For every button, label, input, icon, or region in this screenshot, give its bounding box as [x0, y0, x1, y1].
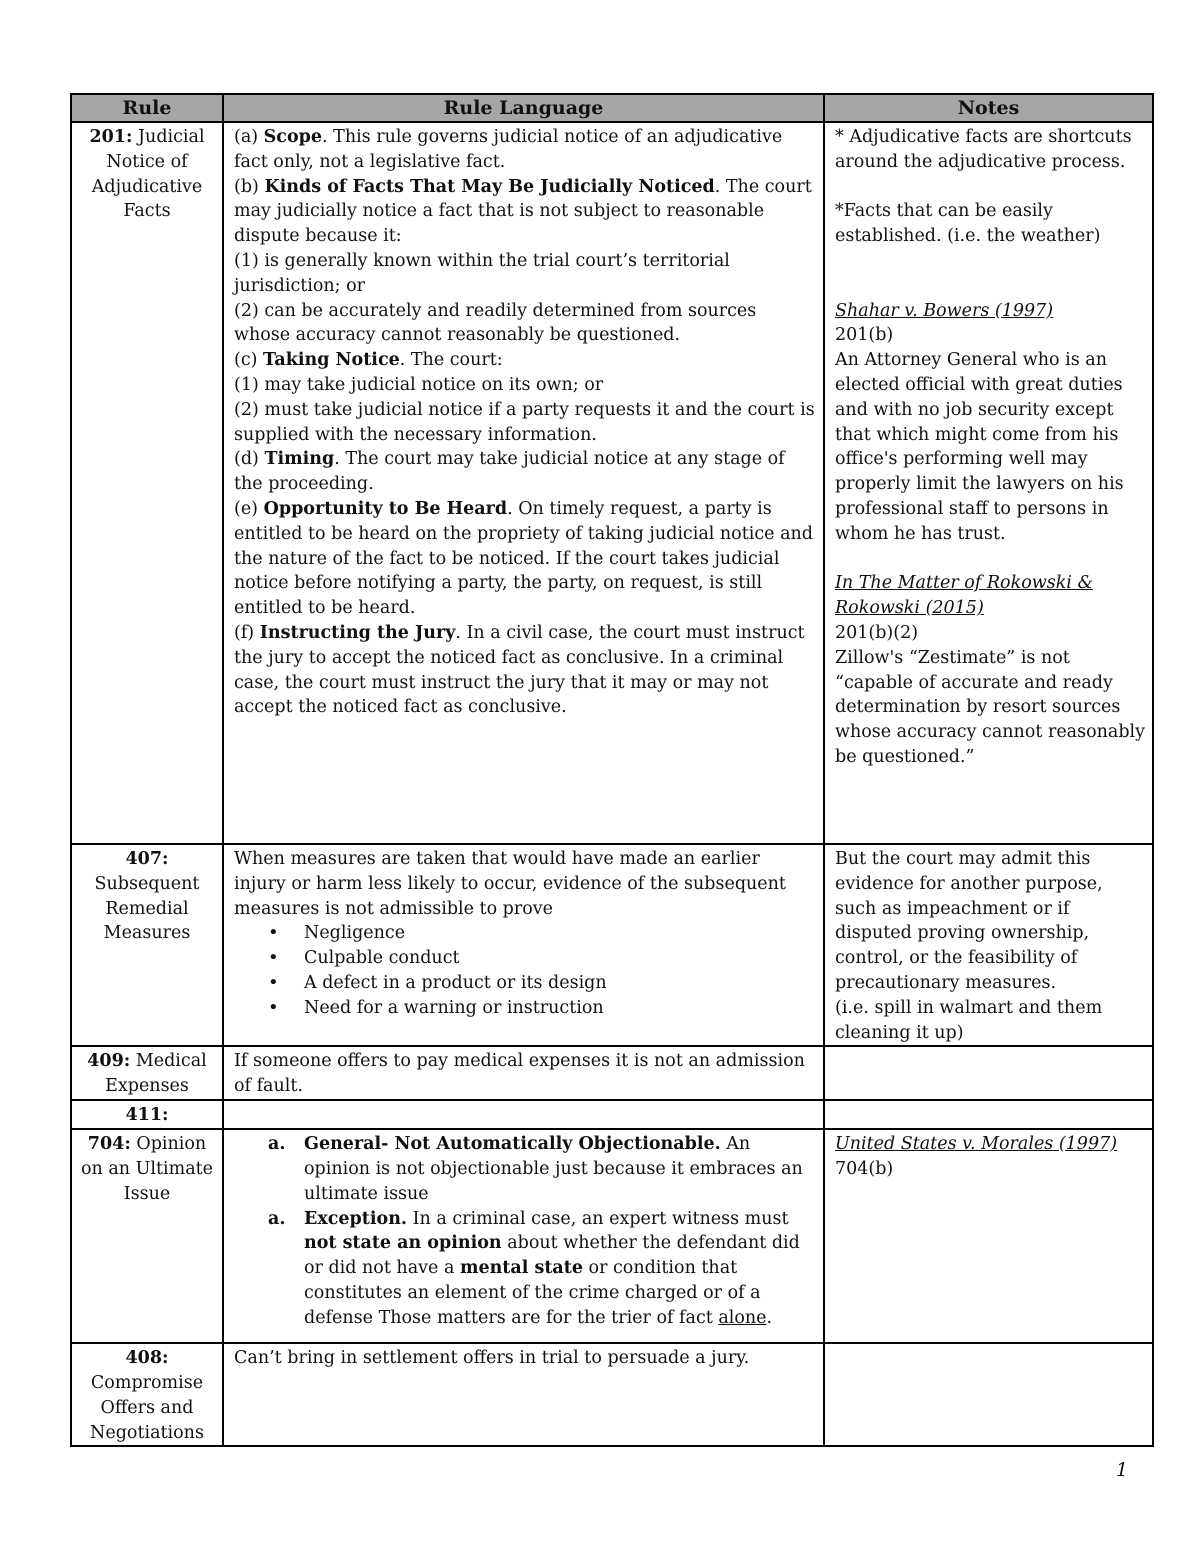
case-name: Shahar v. Bowers (1997)	[835, 300, 1054, 321]
rule-title: Judicial Notice of Adjudicative Facts	[91, 127, 205, 222]
language-paragraph: If someone offers to pay medical expenses it is not an admission of fault.	[234, 1051, 805, 1097]
language-paragraph: (2) can be accurately and readily determined from sources whose accuracy cannot reasonably be questioned.	[234, 300, 757, 346]
table-row	[71, 844, 1153, 1046]
header-rule-language: Rule Language	[223, 94, 824, 122]
rule-cell	[71, 1100, 223, 1129]
table-row	[71, 1343, 1153, 1446]
list-item: a. General- Not Automatically Objectionable. An opinion is not objectionable just because it embraces an ultimate issue	[268, 1134, 803, 1204]
language-paragraph: (f) Instructing the Jury. In a civil case, the court must instruct the jury to accept the noticed fact as conclusive. In a criminal case, the court must instruct the jury that it may or may not accept the noticed fact as conclusive.	[234, 622, 805, 718]
rule-title: Medical Expenses	[105, 1051, 207, 1097]
notes-cell	[824, 1343, 1153, 1446]
rule-number: 409:	[87, 1051, 131, 1072]
header-notes: Notes	[824, 94, 1153, 122]
case-name: United States v. Morales (1997)	[835, 1134, 1118, 1155]
list-item: • Need for a warning or instruction	[304, 996, 815, 1021]
rule-cell	[71, 122, 223, 844]
case-name: In The Matter of Rokowski & Rokowski (2015)	[835, 573, 1094, 619]
rule-cell	[71, 1129, 223, 1343]
rule-language-cell	[223, 1129, 824, 1343]
list-item: • A defect in a product or its design	[304, 971, 815, 996]
bullet-list	[234, 921, 815, 1020]
note-text: *Facts that can be easily established. (i.e. the weather)	[835, 201, 1101, 247]
rule-number: 408:	[125, 1348, 169, 1369]
notes-cell	[824, 844, 1153, 1046]
language-paragraph: (b) Kinds of Facts That May Be Judicially Noticed. The court may judicially notice a fact that is not subject to reasonable dispute because it:	[234, 176, 812, 247]
notes-cell	[824, 1046, 1153, 1100]
rule-number: 704:	[87, 1134, 131, 1155]
language-paragraph: (a) Scope. This rule governs judicial notice of an adjudicative fact only, not a legislative fact.	[234, 127, 783, 172]
notes-cell	[824, 1129, 1153, 1343]
note-text: But the court may admit this evidence for another purpose, such as impeachment or if disputed proving ownership, control, or the feasibility of precautionary measures.	[835, 849, 1103, 993]
rule-number: 407:	[125, 849, 169, 869]
table-row	[71, 1046, 1153, 1100]
header-rule: Rule	[71, 94, 223, 122]
lettered-list	[234, 1132, 815, 1330]
rule-title: Opinion on an Ultimate Issue	[80, 1134, 214, 1204]
language-paragraph: (d) Timing. The court may take judicial notice at any stage of the proceeding.	[234, 449, 785, 495]
notes-cell	[824, 122, 1153, 844]
note-example: (i.e. spill in walmart and them cleaning it up)	[835, 997, 1103, 1043]
rule-number: 411:	[125, 1105, 169, 1126]
table-row	[71, 1129, 1153, 1343]
language-paragraph: (2) must take judicial notice if a party requests it and the court is supplied with the necessary information.	[234, 399, 815, 445]
rule-language-cell	[223, 1100, 824, 1129]
rule-title: Compromise Offers and Negotiations	[90, 1372, 204, 1443]
language-paragraph: (e) Opportunity to Be Heard. On timely request, a party is entitled to be heard on the propriety of taking judicial notice and the nature of the fact to be noticed. If the court takes judicial notice before notifying a party, the party, on request, is still entitled to be heard.	[234, 498, 813, 619]
rule-cell	[71, 844, 223, 1046]
list-item: • Culpable conduct	[304, 946, 815, 971]
list-item: a. Exception. In a criminal case, an expert witness must not state an opinion about whether the defendant did or did not have a mental state or condition that constitutes an element of the crime charged or of a defense Those matters are for the trier of fact alone.	[268, 1208, 800, 1328]
rules-table	[70, 93, 1154, 1447]
table-header-row	[71, 94, 1153, 122]
note-text: * Adjudicative facts are shortcuts around the adjudicative process.	[835, 127, 1132, 172]
rule-language-cell	[223, 1343, 824, 1446]
case-summary: Zillow's “Zestimate” is not “capable of accurate and ready determination by resort sources whose accuracy cannot reasonably be questioned.”	[835, 647, 1146, 767]
language-paragraph: (c) Taking Notice. The court:	[234, 350, 503, 371]
language-paragraph: Can’t bring in settlement offers in trial to persuade a jury.	[234, 1348, 750, 1369]
language-paragraph: (1) is generally known within the trial court’s territorial jurisdiction; or	[234, 250, 730, 296]
rule-language-cell	[223, 844, 824, 1046]
case-citation: 704(b)	[835, 1158, 894, 1179]
rule-cell	[71, 1343, 223, 1446]
case-citation: 201(b)(2)	[835, 622, 919, 643]
rule-cell	[71, 1046, 223, 1100]
rule-number: 201:	[89, 127, 133, 147]
language-paragraph: When measures are taken that would have made an earlier injury or harm less likely to occur, evidence of the subsequent measures is not admissible to prove	[234, 849, 786, 919]
table-row	[71, 1100, 1153, 1129]
case-citation: 201(b)	[835, 325, 894, 346]
rule-language-cell	[223, 122, 824, 844]
case-summary: An Attorney General who is an elected official with great duties and with no job security except that which might come from his office's performing well may properly limit the lawyers on his professional staff to persons in whom he has trust.	[835, 350, 1124, 544]
table-row	[71, 122, 1153, 844]
language-paragraph: (1) may take judicial notice on its own; or	[234, 374, 604, 395]
page-number: 1	[1115, 1459, 1128, 1481]
list-item: • Negligence	[304, 921, 815, 946]
notes-cell	[824, 1100, 1153, 1129]
rule-language-cell	[223, 1046, 824, 1100]
rule-title: Subsequent Remedial Measures	[94, 873, 200, 944]
